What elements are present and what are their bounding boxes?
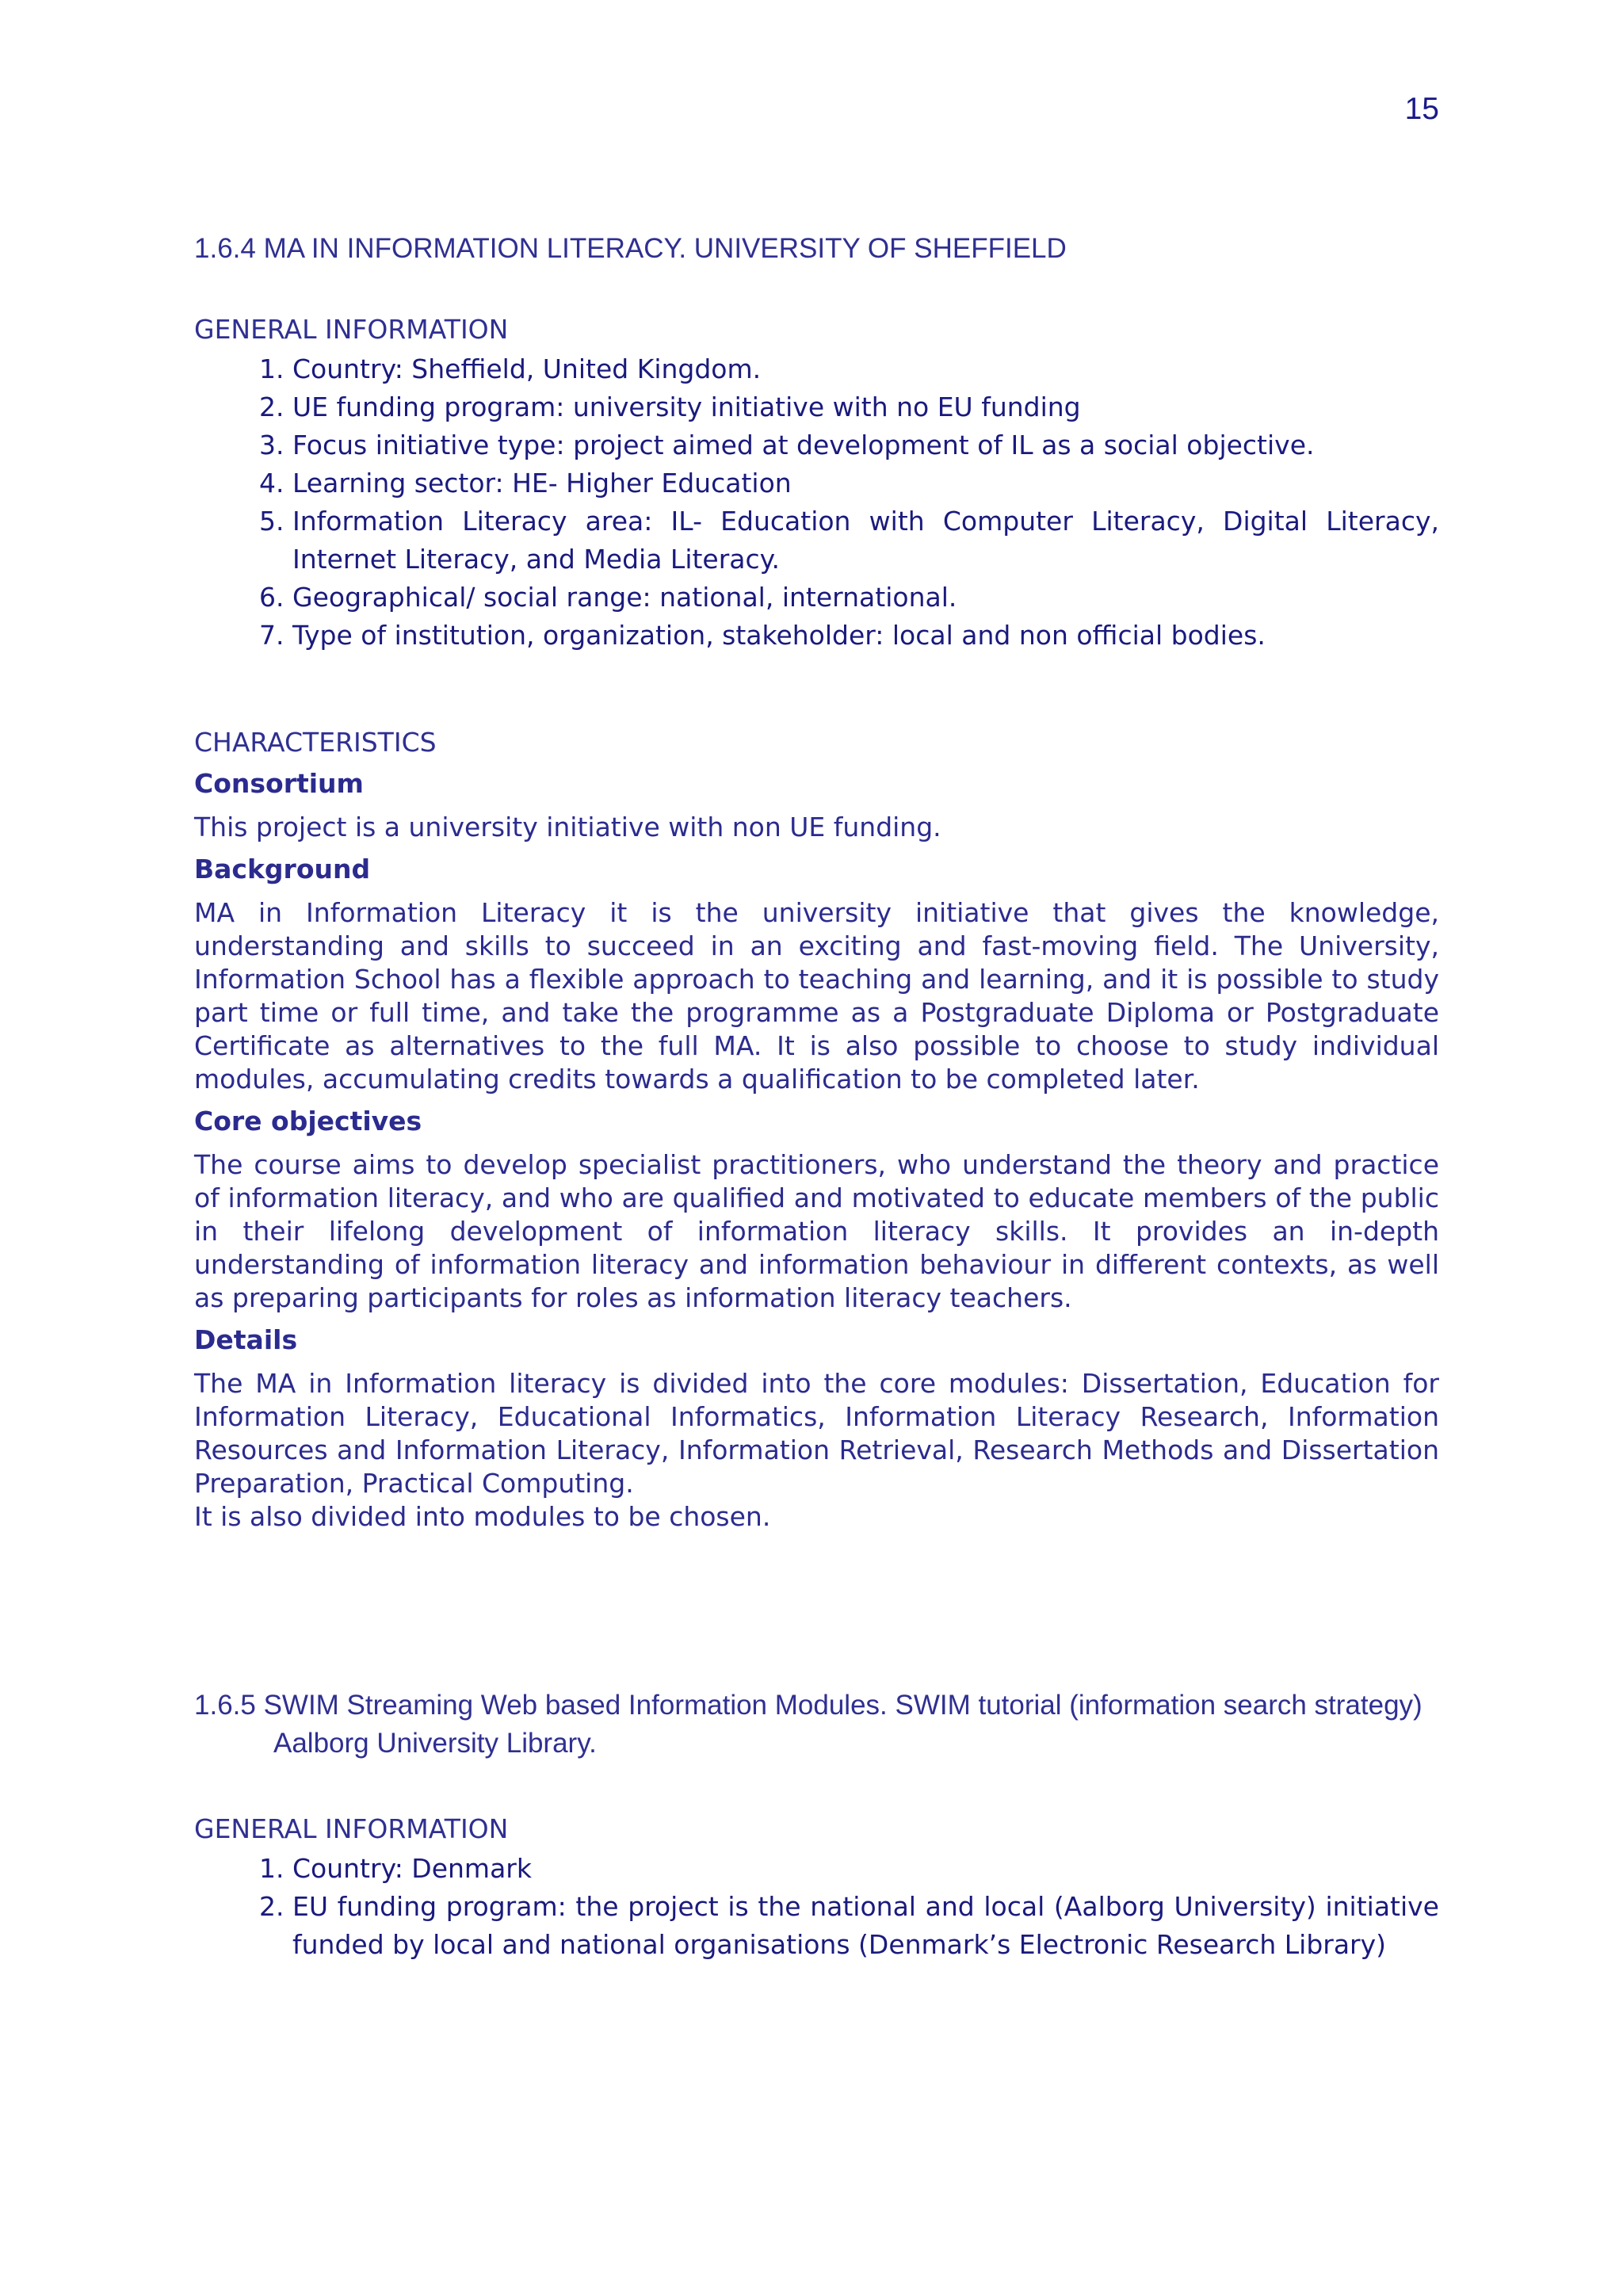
consortium-text: This project is a university initiative with non UE funding. xyxy=(194,812,941,842)
details-text: The MA in Information literacy is divided into the core modules: Dissertation, Education for Information Literacy, Educational Informatics, Information Literacy Research, Information Resources and Information Literacy, Information Retrieval, Research Methods and Dissertation Preparation, Practical Computing. xyxy=(194,1368,1439,1499)
list-item: 1. Country: Denmark xyxy=(292,1850,1439,1888)
core-objectives-heading: Core objectives xyxy=(194,1106,422,1137)
characteristics-label: CHARACTERISTICS xyxy=(194,727,437,758)
page-content xyxy=(194,230,1439,1964)
general-information-list-2 xyxy=(194,1850,1439,1964)
list-item: 1. Country: Sheffield, United Kingdom. xyxy=(292,350,1439,388)
general-information-list xyxy=(194,350,1439,655)
list-item: 2. EU funding program: the project is the national and local (Aalborg University) initiative funded by local and national organisations (Denmark’s Electronic Research Library) xyxy=(292,1888,1439,1964)
list-item: 4. Learning sector: HE- Higher Education xyxy=(292,464,1439,502)
general-information-label: GENERAL INFORMATION xyxy=(194,314,509,345)
consortium-heading: Consortium xyxy=(194,768,364,799)
list-item: 6. Geographical/ social range: national, international. xyxy=(292,579,1439,617)
details-text-2: It is also divided into modules to be chosen. xyxy=(194,1501,771,1532)
list-item: 3. Focus initiative type: project aimed at development of IL as a social objective. xyxy=(292,426,1439,464)
background-heading: Background xyxy=(194,854,371,884)
list-item: 5. Information Literacy area: IL- Education with Computer Literacy, Digital Literacy, Internet Literacy, and Media Literacy. xyxy=(292,502,1439,579)
list-item: 2. UE funding program: university initiative with no EU funding xyxy=(292,388,1439,426)
core-objectives-text: The course aims to develop specialist practitioners, who understand the theory and practice of information literacy, and who are qualified and motivated to educate members of the public in their lifelong development of information literacy skills. It provides an in-depth understanding of information literacy and information behaviour in different contexts, as well as preparing participants for roles as information literacy teachers. xyxy=(194,1149,1439,1313)
general-information-label-2: GENERAL INFORMATION xyxy=(194,1813,509,1844)
background-text: MA in Information Literacy it is the university initiative that gives the knowledge, understanding and skills to succeed in an exciting and fast-moving field. The University, Information School has a flexible approach to teaching and learning, and it is possible to study part time or full time, and take the programme as a Postgraduate Diploma or Postgraduate Certificate as alternatives to the full MA. It is also possible to choose to study individual modules, accumulating credits towards a qualification to be completed later. xyxy=(194,897,1439,1095)
page-number: 15 xyxy=(1404,92,1439,126)
section-title-1-6-4: 1.6.4 MA IN INFORMATION LITERACY. UNIVERSITY OF SHEFFIELD xyxy=(194,233,1067,264)
section-title-1-6-5: 1.6.5 SWIM Streaming Web based Information Modules. SWIM tutorial (information search strategy) Aalborg University Library. xyxy=(194,1690,1423,1759)
details-heading: Details xyxy=(194,1324,298,1355)
list-item: 7. Type of institution, organization, stakeholder: local and non official bodies. xyxy=(292,617,1439,655)
